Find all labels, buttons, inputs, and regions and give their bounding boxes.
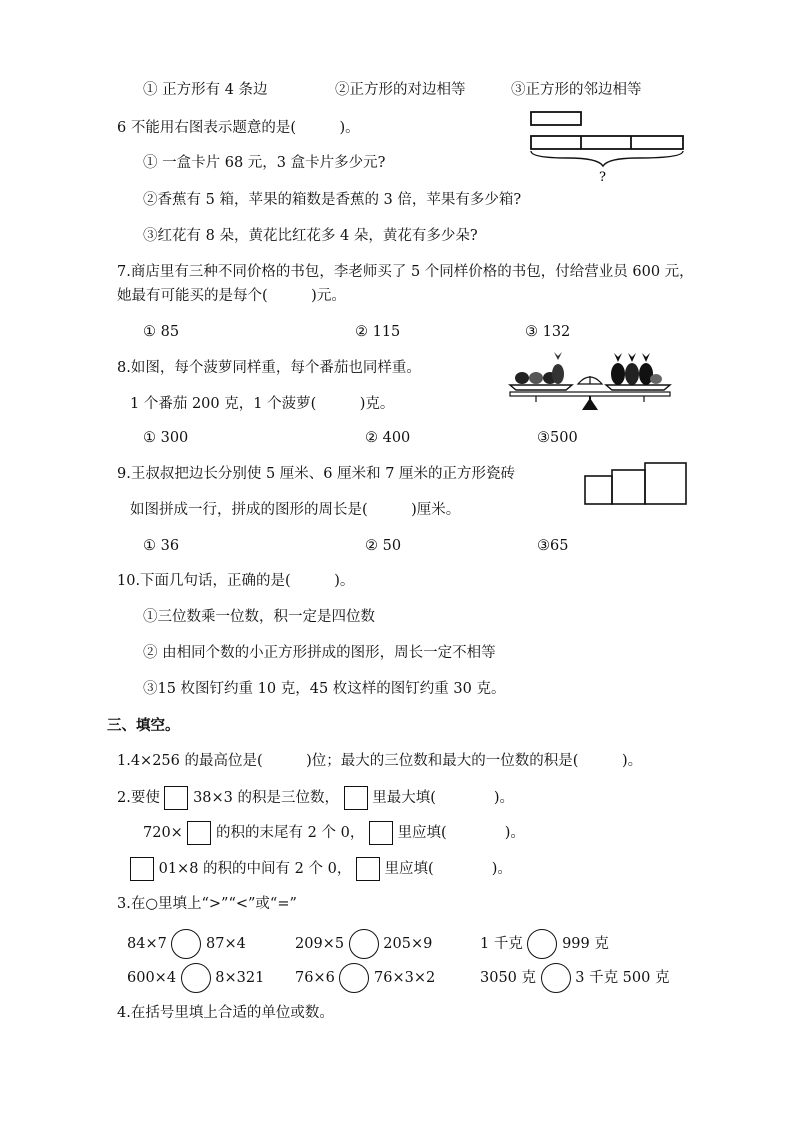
cmp-right: 205×9 [383,936,433,952]
q9-option-2: ② 50 [365,538,402,554]
fill-2c-post: 里应填( )。 [384,861,512,877]
q7-stem-line1: 7.商店里有三种不同价格的书包，李老师买了 5 个同样价格的书包，付给营业员 600 元， [117,264,694,280]
fill-2c-box-2[interactable] [356,857,380,881]
cmp-left: 84×7 [127,936,167,952]
q9-option-3: ③65 [537,538,569,554]
q10-option-3: ③15 枚图钉约重 10 克，45 枚这样的图钉约重 30 克。 [143,681,506,697]
cmp-left: 76×6 [295,970,335,986]
fill-3-stem: 3.在○里填上“>”“<”或“=” [117,896,297,912]
q10-option-1: ①三位数乘一位数，积一定是四位数 [143,609,375,625]
fill-2b-box-2[interactable] [369,821,393,845]
cmp-right: 87×4 [206,936,246,952]
q6-question-mark: ? [599,170,606,185]
cmp-right: 3 千克 500 克 [575,970,670,986]
q8-option-2: ② 400 [365,430,411,446]
q7-option-1: ① 85 [143,324,180,340]
q9-stem-line2: 如图拼成一行，拼成的图形的周长是( )厘米。 [130,502,461,518]
q7-stem-line2: 她最有可能买的是每个( )元。 [117,288,346,304]
q6-stem: 6 不能用右图表示题意的是( )。 [117,120,360,136]
fill-3-row2-item3 [480,962,669,994]
cmp-left: 1 千克 [480,936,523,952]
fill-2c-box-1[interactable] [130,857,154,881]
fill-2a-post: 里最大填( )。 [372,790,515,806]
cmp-left: 209×5 [295,936,345,952]
q9-option-1: ① 36 [143,538,180,554]
fill-1: 1.4×256 的最高位是( )位；最大的三位数和最大的一位数的积是( )。 [117,753,643,769]
compare-circle[interactable] [181,963,211,993]
fill-2b-mid: 的积的末尾有 2 个 0， [216,825,365,841]
fill-2b-pre: 720× [143,825,183,841]
fill-4-stem: 4.在括号里填上合适的单位或数。 [117,1005,334,1021]
q9-stem-line1: 9.王叔叔把边长分别使 5 厘米、6 厘米和 7 厘米的正方形瓷砖 [117,466,516,482]
q8-option-1: ① 300 [143,430,189,446]
q5-option-1: ① 正方形有 4 条边 [143,82,268,98]
compare-circle[interactable] [541,963,571,993]
cmp-right: 76×3×2 [374,970,436,986]
q8-option-3: ③500 [537,430,578,446]
q9-tiles-figure [582,460,692,508]
q7-option-2: ② 115 [355,324,401,340]
q10-stem: 10.下面几句话，正确的是( )。 [117,573,355,589]
q8-stem-line2: 1 个番茄 200 克，1 个菠萝( )克。 [130,396,395,412]
compare-circle[interactable] [349,929,379,959]
fill-2a-pre: 2.要使 [117,790,160,806]
fill-2a-mid: 38×3 的积是三位数， [193,790,339,806]
q8-balance-scale-figure [506,348,676,413]
compare-circle[interactable] [527,929,557,959]
q10-option-2: ② 由相同个数的小正方形拼成的图形，周长一定不相等 [143,645,496,661]
fill-2b-post: 里应填( )。 [397,825,525,841]
fill-2c-mid: 01×8 的积的中间有 2 个 0， [158,861,352,877]
fill-2a-box-1[interactable] [164,786,188,810]
fill-2c [130,856,512,882]
q6-bar-diagram [528,108,688,186]
section-3-title: 三、填空。 [107,717,180,734]
fill-3-row2-item1 [127,962,264,994]
q7-option-3: ③ 132 [525,324,571,340]
q5-option-3: ③正方形的邻边相等 [511,82,642,98]
cmp-left: 3050 克 [480,970,537,986]
fill-3-row2-item2 [295,962,435,994]
cmp-right: 999 克 [562,936,609,952]
compare-circle[interactable] [339,963,369,993]
fill-2a-box-2[interactable] [344,786,368,810]
cmp-left: 600×4 [127,970,177,986]
q6-option-1: ① 一盒卡片 68 元，3 盒卡片多少元? [143,155,386,171]
q5-option-2: ②正方形的对边相等 [335,82,466,98]
q6-option-2: ②香蕉有 5 箱，苹果的箱数是香蕉的 3 倍，苹果有多少箱? [143,192,522,208]
fill-3-row1-item3 [480,928,609,960]
q6-option-3: ③红花有 8 朵，黄花比红花多 4 朵，黄花有多少朵? [143,228,478,244]
fill-2a [117,785,514,811]
q8-stem-line1: 8.如图，每个菠萝同样重，每个番茄也同样重。 [117,360,421,376]
compare-circle[interactable] [171,929,201,959]
fill-3-row1-item1 [127,928,246,960]
fill-3-row1-item2 [295,928,432,960]
fill-2b [143,820,525,846]
cmp-right: 8×321 [215,970,265,986]
fill-2b-box-1[interactable] [187,821,211,845]
